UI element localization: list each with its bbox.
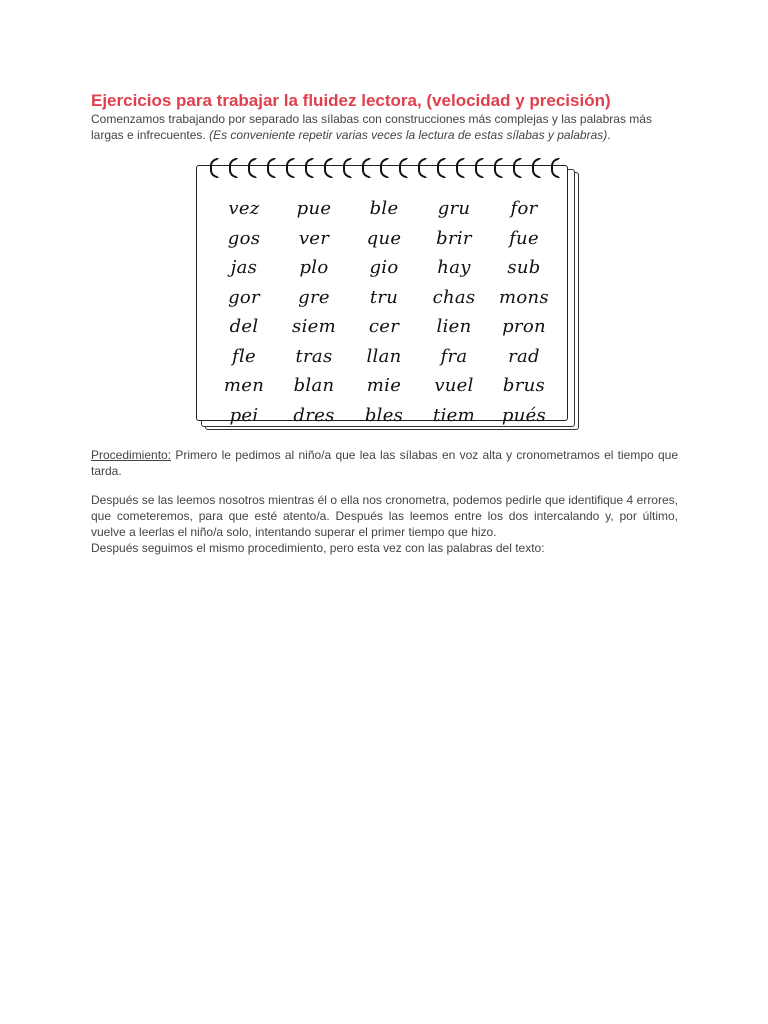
syllable-4-0: del <box>229 316 259 338</box>
syllable-0-4: for <box>510 198 538 220</box>
spiral-coil-ring <box>551 158 560 178</box>
syllable-6-4: brus <box>502 375 546 397</box>
syllable-0-3: gru <box>437 198 471 220</box>
procedure-paragraph <box>91 447 678 479</box>
spiral-coil-ring <box>343 158 352 178</box>
syllable-4-2: cer <box>368 316 400 338</box>
syllable-grid <box>209 194 559 430</box>
syllable-0-1: pue <box>296 198 332 220</box>
syllable-5-3: fra <box>440 345 468 367</box>
spiral-coil-ring <box>399 158 408 178</box>
intro-text: Comenzamos trabajando por separado las sílabas con construcciones más complejas y las palabras más largas e infrecuentes. <box>91 112 652 142</box>
syllable-4-4: pron <box>502 316 546 338</box>
page-title: Ejercicios para trabajar la fluidez lectora, (velocidad y precisión) <box>91 91 611 110</box>
syllable-6-3: vuel <box>434 375 474 397</box>
spiral-coil-ring <box>210 158 219 178</box>
syllable-6-1: blan <box>293 375 335 397</box>
syllable-2-3: hay <box>437 257 471 279</box>
notebook-front-page <box>196 165 568 426</box>
syllable-7-4: pués <box>501 404 547 426</box>
syllable-3-3: chas <box>432 286 476 308</box>
intro-aside: (Es conveniente repetir varias veces la lectura de estas sílabas y palabras) <box>209 128 608 142</box>
spiral-coil-ring <box>267 158 276 178</box>
spiral-coil-ring <box>494 158 503 178</box>
syllable-5-1: tras <box>295 345 333 367</box>
spiral-coil-ring <box>456 158 465 178</box>
syllable-2-0: jas <box>230 257 258 279</box>
spiral-coil-ring <box>437 158 446 178</box>
syllable-6-2: mie <box>366 375 402 397</box>
syllable-1-4: fue <box>509 227 539 249</box>
syllable-7-3: tiem <box>433 404 475 426</box>
syllable-4-1: siem <box>292 316 336 338</box>
syllable-1-1: ver <box>298 227 330 249</box>
syllable-3-2: tru <box>369 286 399 308</box>
spiral-coil-ring <box>418 158 427 178</box>
syllable-1-2: que <box>366 227 402 249</box>
paragraph-after: Después se las leemos nosotros mientras él o ella nos cronometra, podemos pedirle que identifique 4 errores, que cometeremos, para que esté atento/a. Después las leemos entre los dos intercalando y, por último, vuelve a leerlas el niño/a solo, intentando superar el primer tiempo que hizo. <box>91 493 678 539</box>
syllable-0-2: ble <box>369 198 399 220</box>
spiral-binding <box>210 158 560 184</box>
syllable-2-4: sub <box>507 257 541 279</box>
syllable-7-0: pei <box>229 404 259 426</box>
spiral-coil-ring <box>305 158 314 178</box>
syllable-1-0: gos <box>227 227 261 249</box>
syllable-5-4: rad <box>508 345 540 367</box>
procedure-text: Primero le pedimos al niño/a que lea las sílabas en voz alta y cronometramos el tiempo que tarda. <box>91 448 678 478</box>
syllable-5-2: llan <box>366 345 402 367</box>
syllable-0-0: vez <box>228 198 260 220</box>
syllable-3-1: gre <box>298 286 330 308</box>
syllable-7-2: bles <box>364 404 404 426</box>
spiral-coil-ring <box>513 158 522 178</box>
spiral-coil-ring <box>248 158 257 178</box>
spiral-coil-ring <box>324 158 333 178</box>
spiral-coil-ring <box>475 158 484 178</box>
intro-paragraph <box>91 111 683 143</box>
spiral-coil-ring <box>380 158 389 178</box>
syllable-2-1: plo <box>299 257 329 279</box>
spiral-coil-ring <box>362 158 371 178</box>
spiral-coil-ring <box>532 158 541 178</box>
syllable-5-0: fle <box>232 345 256 367</box>
syllable-2-2: gio <box>369 257 399 279</box>
paragraph-next: Después seguimos el mismo procedimiento, pero esta vez con las palabras del texto: <box>91 541 545 555</box>
spiral-coil-ring <box>229 158 238 178</box>
syllable-3-0: gor <box>228 286 260 308</box>
syllable-1-3: brir <box>436 227 472 249</box>
syllable-6-0: men <box>223 375 265 397</box>
spiral-coil-ring <box>286 158 295 178</box>
spiral-notebook-illustration <box>196 158 580 432</box>
syllable-3-4: mons <box>499 286 549 308</box>
intro-end: . <box>607 128 611 142</box>
syllable-4-3: lien <box>436 316 472 338</box>
procedure-label: Procedimiento: <box>91 448 172 462</box>
syllable-7-1: dres <box>293 404 335 426</box>
